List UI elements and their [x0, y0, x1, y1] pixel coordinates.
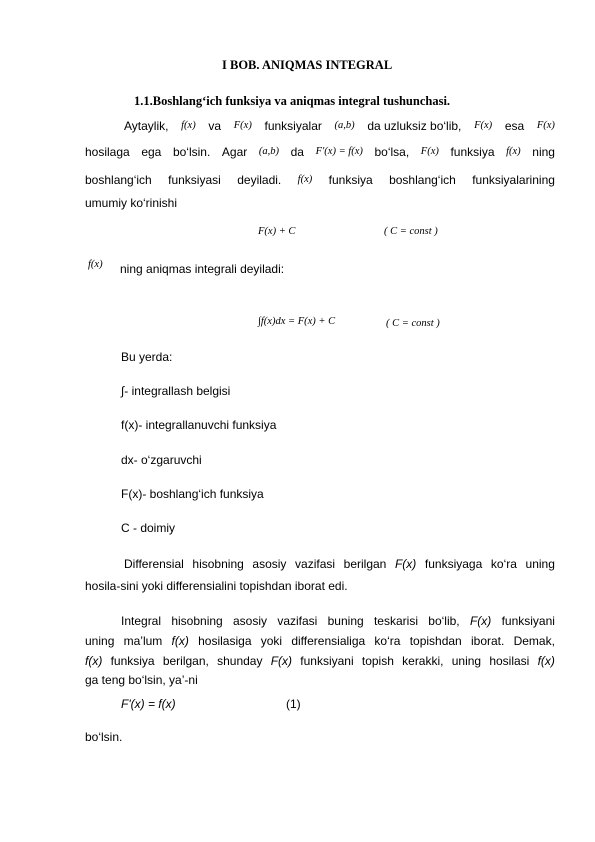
- formula2-right: ( C = const ): [386, 318, 440, 329]
- para1-line3: boshlang‘ich funksiyasi deyiladi. f(x) funksiya boshlang‘ich funksiyalarining: [85, 173, 555, 187]
- def-antiderivative: F(x)- boshlang‘ich funksiya: [121, 487, 264, 501]
- bu-yerda: Bu yerda:: [121, 350, 173, 364]
- fx-symbol: f(x): [88, 259, 103, 270]
- para3-line4: ga teng bo‘lsin, ya’-ni: [85, 673, 198, 687]
- chapter-title: I BOB. ANIQMAS INTEGRAL: [222, 58, 393, 72]
- formula1-left: F(x) + C: [258, 226, 296, 237]
- formula2-left: ∫f(x)dx = F(x) + C: [258, 316, 336, 327]
- para2-line2: hosila-sini yoki differensialini topishdan iborat edi.: [85, 579, 348, 593]
- fx-text: ning aniqmas integrali deyiladi:: [120, 262, 285, 276]
- para1-line1: Aytaylik, f(x) va F(x) funksiyalar (a,b) da uzluksiz bo‘lib, F(x) esa F(x): [124, 119, 555, 133]
- def-dx: dx- o‘zgaruvchi: [121, 453, 202, 467]
- formula1-right: ( C = const ): [384, 226, 438, 237]
- def-constant: C - doimiy: [121, 521, 176, 535]
- para3-line1: Integral hisobning asosiy vazifasi buning teskarisi bo‘lib, F(x) funksiyani: [121, 614, 555, 628]
- para3-line3: f(x) funksiya berilgan, shunday F(x) funksiyani topish kerakki, uning hosilasi f(x): [85, 654, 555, 668]
- closing-text: bo‘lsin.: [85, 730, 123, 744]
- para1-line4: umumiy ko‘rinishi: [85, 196, 178, 210]
- formula3-expr: F'(x) = f(x): [121, 697, 176, 711]
- section-title: 1.1.Boshlang‘ich funksiya va aniqmas integral tushunchasi.: [134, 94, 451, 108]
- para1-line2: hosilaga ega bo‘lsin. Agar (a,b) da F′(x) = f(x) bo‘lsa, F(x) funksiya f(x) ning: [85, 145, 555, 159]
- para3-line2: uning ma’lum f(x) hosilasiga yoki differensialiga ko‘ra topishdan iborat. Demak,: [85, 634, 555, 648]
- def-integrand: f(x)- integrallanuvchi funksiya: [121, 418, 277, 432]
- def-integral-sign: ∫- integrallash belgisi: [121, 384, 231, 398]
- para2-line1: Differensial hisobning asosiy vazifasi berilgan F(x) funksiyaga ko‘ra uning: [124, 557, 555, 571]
- formula3-number: (1): [286, 697, 301, 711]
